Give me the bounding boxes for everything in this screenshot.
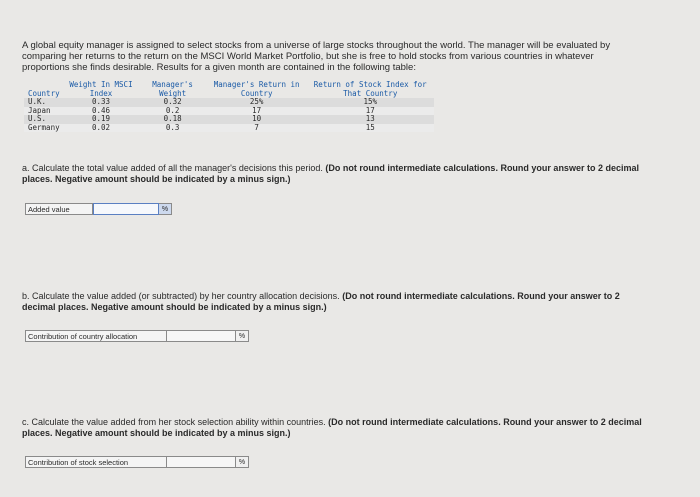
table-row (24, 124, 434, 133)
table-cell: 17 (252, 105, 262, 115)
table-cell: 13 (365, 114, 375, 123)
table-cell: 0.33 (91, 97, 111, 106)
question-b-instructions: (Do not round intermediate calculations. Round your answer to 2 decimal places. Negative amount should be indicated by a minus sign.) (22, 291, 620, 312)
country-allocation-input[interactable] (167, 330, 236, 342)
table-cell: Japan (28, 105, 51, 115)
problem-intro: A global equity manager is assigned to select stocks from a universe of large stocks throughout the world. The manager will be evaluated by comparing her returns to the return on the MSCI World Market Portfolio, but she is free to hold stocks from various countries in whatever proportions she finds desirable. Results for a given month are contained in the following table: (22, 40, 611, 73)
question-b-text: b. Calculate the value added (or subtracted) by her country allocation decisions. (22, 291, 340, 301)
col-header-index-return: Return of Stock Index for That Country (313, 80, 427, 98)
col-header-country: Country (28, 88, 60, 98)
table-cell: 15 (365, 122, 375, 132)
col-header-msci-weight: Weight In MSCI Index (69, 80, 133, 98)
table-cell: Germany (28, 122, 60, 132)
added-value-input[interactable] (93, 203, 159, 215)
table-cell: 0.2 (165, 105, 180, 115)
question-c-text: c. Calculate the value added from her stock selection ability within countries. (22, 417, 326, 427)
question-a-instructions: (Do not round intermediate calculations. Round your answer to 2 decimal places. Negative amount should be indicated by a minus sign.) (22, 163, 639, 184)
percent-unit: % (236, 456, 249, 468)
question-b (22, 291, 642, 312)
col-header-manager-weight: Manager's Weight (152, 80, 193, 98)
table-cell: 7 (254, 122, 259, 132)
question-c (22, 417, 642, 438)
table-cell: 0.3 (165, 122, 180, 132)
percent-unit: % (236, 330, 249, 342)
answer-row-b (25, 330, 249, 342)
answer-row-a (25, 203, 172, 215)
question-c-instructions: (Do not round intermediate calculations. Round your answer to 2 decimal places. Negative amount should be indicated by a minus sign.) (22, 417, 642, 438)
added-value-label: Added value (25, 203, 93, 215)
country-allocation-label: Contribution of country allocation (25, 330, 167, 342)
table-cell: 25% (249, 97, 264, 106)
answer-row-c (25, 456, 249, 468)
table-cell: 10 (252, 114, 262, 123)
table-cell: 0.19 (91, 114, 111, 123)
table-cell: 0.02 (91, 122, 111, 132)
question-a (22, 163, 642, 184)
table-cell: 0.18 (163, 114, 182, 123)
table-cell: 15% (363, 97, 378, 106)
results-table (24, 81, 434, 132)
stock-selection-input[interactable] (167, 456, 236, 468)
percent-unit: % (159, 203, 172, 215)
table-cell: U.S. (28, 114, 47, 123)
table-cell: U.K. (28, 97, 47, 106)
question-a-text: a. Calculate the total value added of all the manager's decisions this period. (22, 163, 323, 173)
stock-selection-label: Contribution of stock selection (25, 456, 167, 468)
table-cell: 0.32 (163, 97, 182, 106)
table-cell: 17 (365, 105, 375, 115)
table-cell: 0.46 (91, 105, 111, 115)
col-header-manager-return: Manager's Return in Country (213, 80, 300, 98)
